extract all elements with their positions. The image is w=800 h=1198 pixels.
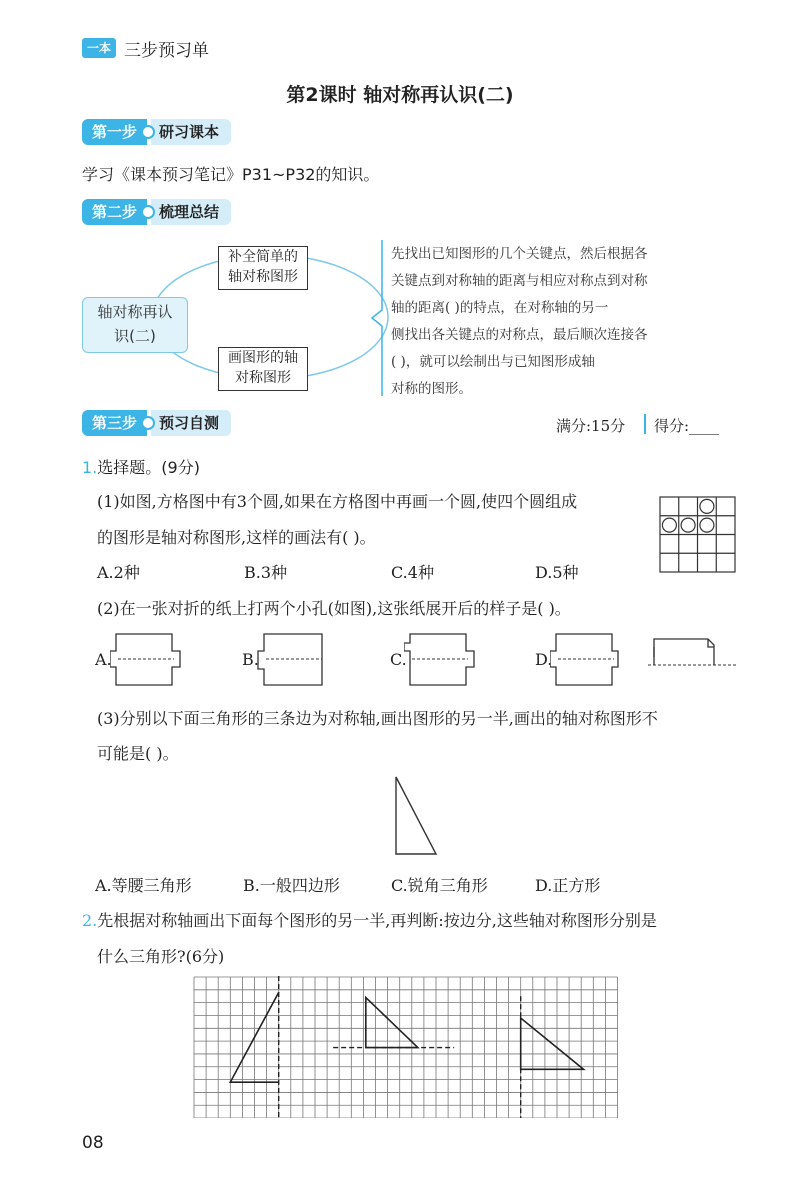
step-dot-icon xyxy=(141,205,155,219)
step1-name: 研习课本 xyxy=(151,119,231,145)
page-number: 08 xyxy=(82,1133,104,1153)
q1-p2-option-b[interactable]: B. xyxy=(242,650,259,669)
q2-line1-row xyxy=(82,908,657,931)
q2-line1: 先根据对称轴画出下面每个图形的另一半,再判断:按边分,这些轴对称图形分别是 xyxy=(97,911,657,930)
step-dot-icon xyxy=(141,416,155,430)
q1-p2-option-c[interactable]: C. xyxy=(390,650,407,669)
step3-label: 第三步 xyxy=(82,410,147,436)
step3-header xyxy=(82,410,231,436)
summary-line: 关键点到对称轴的距离与相应对称点到对称 xyxy=(391,273,648,289)
half-triangle-3 xyxy=(521,1018,584,1069)
bracket-icon xyxy=(368,238,388,398)
q1-p2-line: (2)在一张对折的纸上打两个小孔(如图),这张纸展开后的样子是( )。 xyxy=(97,599,571,618)
q1-p3-option-d[interactable]: D.正方形 xyxy=(535,876,601,895)
paper-b-figure xyxy=(256,631,328,689)
step1-header xyxy=(82,119,231,145)
step2-name: 梳理总结 xyxy=(151,199,231,225)
mind-map-main-line2: 识(二) xyxy=(114,327,156,345)
q1-p1-option-b[interactable]: B.3种 xyxy=(244,563,288,582)
score-total: 满分:15分 xyxy=(556,417,626,435)
score-divider xyxy=(644,414,646,434)
q1-p3-option-c[interactable]: C.锐角三角形 xyxy=(391,876,488,895)
right-triangle-figure xyxy=(392,774,442,858)
step1-label: 第一步 xyxy=(82,119,147,145)
q1-p1-line1: (1)如图,方格图中有3个圆,如果在方格图中再画一个圆,使四个圆组成 xyxy=(97,492,578,511)
step2-label: 第二步 xyxy=(82,199,147,225)
q1-p1-line2: 的图形是轴对称图形,这样的画法有( )。 xyxy=(97,528,376,547)
summary-line: 轴的距离( )的特点，在对称轴的另一 xyxy=(391,300,609,316)
summary-line: 侧找出各关键点的对称点，最后顺次连接各 xyxy=(391,327,648,343)
q1-p2-option-d[interactable]: D. xyxy=(535,650,553,669)
q1-stem-row xyxy=(82,455,200,478)
q2-line2: 什么三角形?(6分) xyxy=(97,947,225,966)
mind-map-main-line1: 轴对称再认 xyxy=(97,303,173,321)
paper-d-figure xyxy=(550,631,622,689)
branch-top-line2: 轴对称图形 xyxy=(228,269,298,285)
brand-logo: 一本 xyxy=(82,38,116,58)
circle-grid-figure xyxy=(659,496,739,576)
q2-grid-figure xyxy=(193,976,623,1118)
branch-bottom-line1: 画图形的轴 xyxy=(228,350,298,366)
summary-line: 先找出已知图形的几个关键点，然后根据各 xyxy=(391,246,648,262)
q1-p1-option-a[interactable]: A.2种 xyxy=(97,563,140,582)
step1-text: 学习《课本预习笔记》P31~P32的知识。 xyxy=(82,165,380,184)
step2-header xyxy=(82,199,231,225)
paper-a-figure xyxy=(110,631,182,689)
summary-paragraph xyxy=(391,241,731,403)
q1-p2-option-a[interactable]: A. xyxy=(95,650,112,669)
q1-p3-option-b[interactable]: B.一般四边形 xyxy=(243,876,340,895)
mind-map-main xyxy=(82,297,188,353)
paper-c-figure xyxy=(404,631,476,689)
half-triangle-2 xyxy=(366,998,418,1048)
score-get: 得分:____ xyxy=(654,417,720,435)
step3-name: 预习自测 xyxy=(151,410,231,436)
q1-p3-line1: (3)分别以下面三角形的三条边为对称轴,画出图形的另一半,画出的轴对称图形不 xyxy=(97,709,658,728)
q1-p3-option-a[interactable]: A.等腰三角形 xyxy=(95,876,192,895)
q2-number: 2. xyxy=(82,911,98,930)
branch-bottom-line2: 对称图形 xyxy=(235,370,291,386)
brand-name: 三步预习单 xyxy=(124,41,209,61)
branch-top xyxy=(218,246,308,290)
summary-line: ( )，就可以绘制出与已知图形成轴 xyxy=(391,354,595,370)
q1-p3-line2: 可能是( )。 xyxy=(97,744,179,763)
step-dot-icon xyxy=(141,125,155,139)
branch-bottom xyxy=(218,347,308,391)
branch-top-line1: 补全简单的 xyxy=(228,249,298,265)
folded-paper-holes-figure xyxy=(648,633,738,673)
q1-stem: 选择题。(9分) xyxy=(97,458,200,477)
summary-line: 对称的图形。 xyxy=(391,381,472,397)
page-title: 第2课时 轴对称再认识(二) xyxy=(286,84,514,106)
q1-p1-option-d[interactable]: D.5种 xyxy=(535,563,579,582)
q1-number: 1. xyxy=(82,458,98,477)
q1-p1-option-c[interactable]: C.4种 xyxy=(391,563,434,582)
